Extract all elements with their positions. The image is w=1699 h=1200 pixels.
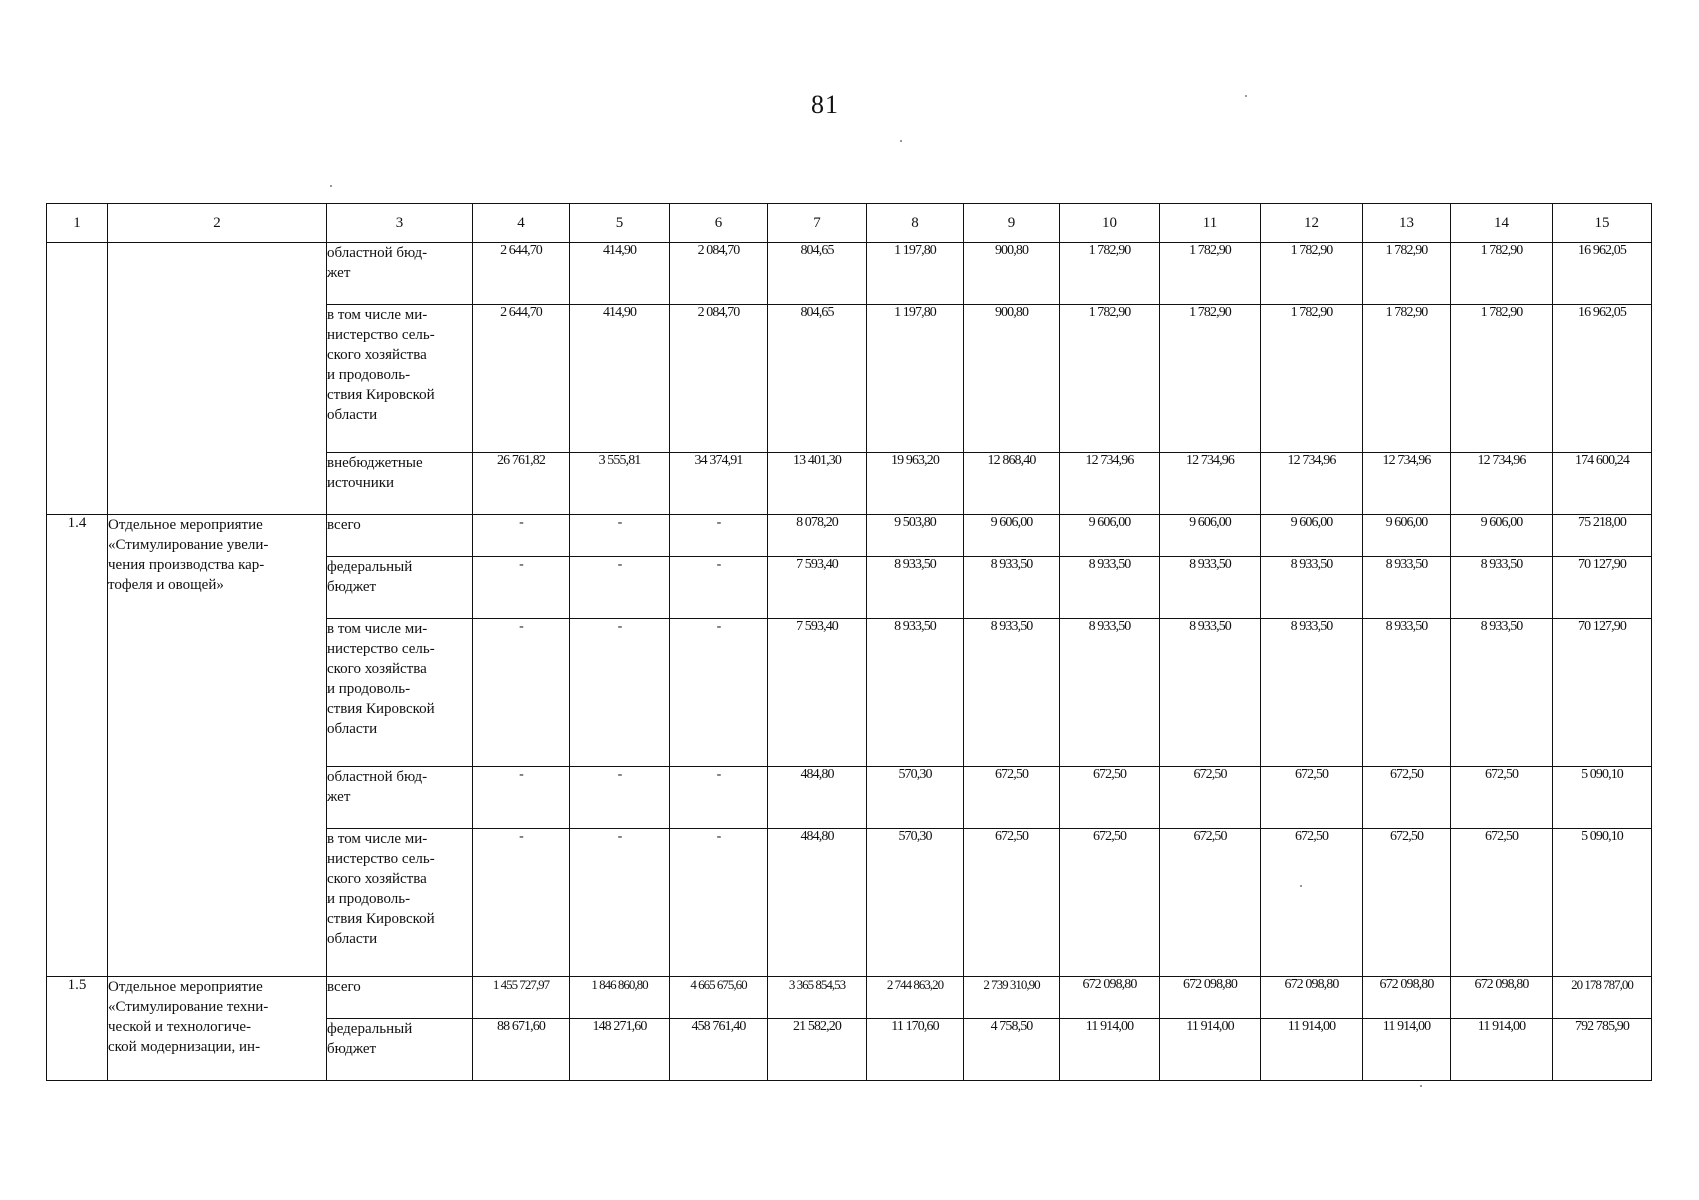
amount-cell-col-4: 2 644,70 [473,243,570,305]
amount-cell-col-7: 484,80 [768,767,867,829]
amount-cell-col-14: 1 782,90 [1451,243,1553,305]
column-header-4: 4 [473,204,570,243]
scan-speck [1245,95,1247,97]
funding-source: областной бюд- жет [327,767,473,829]
amount-cell-col-9: 2 739 310,90 [964,977,1060,1019]
column-header-5: 5 [570,204,670,243]
amount-cell-col-13: 1 782,90 [1363,243,1451,305]
funding-source: внебюджетные источники [327,453,473,515]
amount-cell-col-10: 12 734,96 [1060,453,1160,515]
amount-cell-col-5: 414,90 [570,243,670,305]
amount-cell-col-10: 672,50 [1060,767,1160,829]
amount-cell-col-10: 672,50 [1060,829,1160,977]
amount-cell-col-6: - [670,557,768,619]
amount-cell-col-5: 1 846 860,80 [570,977,670,1019]
amount-cell-col-9: 900,80 [964,305,1060,453]
amount-cell-col-9: 8 933,50 [964,619,1060,767]
amount-cell-col-5: 3 555,81 [570,453,670,515]
amount-cell-col-12: 1 782,90 [1261,305,1363,453]
column-header-15: 15 [1553,204,1652,243]
amount-cell-col-11: 8 933,50 [1160,557,1261,619]
amount-cell-col-9: 4 758,50 [964,1019,1060,1081]
amount-cell-col-4: - [473,767,570,829]
column-header-9: 9 [964,204,1060,243]
amount-cell-col-10: 11 914,00 [1060,1019,1160,1081]
amount-cell-col-8: 2 744 863,20 [867,977,964,1019]
amount-cell-col-6: 4 665 675,60 [670,977,768,1019]
table-row [47,515,1652,557]
amount-cell-col-13: 672,50 [1363,829,1451,977]
amount-cell-col-4: - [473,557,570,619]
amount-cell-col-4: 26 761,82 [473,453,570,515]
table-row [47,243,1652,305]
amount-cell-col-12: 1 782,90 [1261,243,1363,305]
column-header-7: 7 [768,204,867,243]
amount-cell-col-11: 672,50 [1160,829,1261,977]
amount-cell-col-8: 1 197,80 [867,243,964,305]
funding-source: всего [327,977,473,1019]
amount-cell-col-6: - [670,619,768,767]
column-header-12: 12 [1261,204,1363,243]
amount-cell-col-7: 804,65 [768,243,867,305]
scan-speck [1420,1085,1422,1087]
amount-cell-col-14: 672 098,80 [1451,977,1553,1019]
amount-cell-col-13: 11 914,00 [1363,1019,1451,1081]
amount-cell-col-11: 672,50 [1160,767,1261,829]
amount-cell-col-8: 570,30 [867,767,964,829]
amount-cell-col-11: 11 914,00 [1160,1019,1261,1081]
amount-cell-col-12: 12 734,96 [1261,453,1363,515]
column-header-13: 13 [1363,204,1451,243]
amount-cell-col-15: 792 785,90 [1553,1019,1652,1081]
amount-cell-col-12: 9 606,00 [1261,515,1363,557]
funding-source: в том числе ми- нистерство сель- ского хозяйства и продоволь- ствия Кировской области [327,619,473,767]
amount-cell-col-12: 11 914,00 [1261,1019,1363,1081]
amount-cell-col-10: 672 098,80 [1060,977,1160,1019]
scan-speck [1300,885,1302,887]
amount-cell-col-11: 8 933,50 [1160,619,1261,767]
amount-cell-col-6: - [670,515,768,557]
funding-source: федеральный бюджет [327,557,473,619]
amount-cell-col-7: 7 593,40 [768,619,867,767]
amount-cell-col-8: 570,30 [867,829,964,977]
amount-cell-col-6: 2 084,70 [670,305,768,453]
amount-cell-col-14: 9 606,00 [1451,515,1553,557]
amount-cell-col-12: 8 933,50 [1261,619,1363,767]
amount-cell-col-10: 8 933,50 [1060,619,1160,767]
amount-cell-col-13: 9 606,00 [1363,515,1451,557]
amount-cell-col-5: - [570,829,670,977]
funding-source: в том числе ми- нистерство сель- ского хозяйства и продоволь- ствия Кировской области [327,305,473,453]
amount-cell-col-4: - [473,619,570,767]
amount-cell-col-13: 672,50 [1363,767,1451,829]
amount-cell-col-9: 9 606,00 [964,515,1060,557]
amount-cell-col-8: 19 963,20 [867,453,964,515]
amount-cell-col-14: 672,50 [1451,829,1553,977]
amount-cell-col-4: - [473,515,570,557]
amount-cell-col-6: 34 374,91 [670,453,768,515]
amount-cell-col-11: 672 098,80 [1160,977,1261,1019]
amount-cell-col-10: 1 782,90 [1060,305,1160,453]
column-header-3: 3 [327,204,473,243]
column-header-11: 11 [1160,204,1261,243]
amount-cell-col-7: 7 593,40 [768,557,867,619]
column-header-2: 2 [108,204,327,243]
amount-cell-col-6: 458 761,40 [670,1019,768,1081]
amount-cell-col-14: 672,50 [1451,767,1553,829]
column-header-10: 10 [1060,204,1160,243]
measure-name: Отдельное мероприятие «Стимулирование техни- ческой и технологиче- ской модернизации, ин- [108,977,327,1081]
amount-cell-col-14: 1 782,90 [1451,305,1553,453]
amount-cell-col-5: - [570,767,670,829]
amount-cell-col-10: 9 606,00 [1060,515,1160,557]
amount-cell-col-11: 12 734,96 [1160,453,1261,515]
amount-cell-col-15: 75 218,00 [1553,515,1652,557]
amount-cell-col-7: 484,80 [768,829,867,977]
amount-cell-col-14: 12 734,96 [1451,453,1553,515]
amount-cell-col-11: 9 606,00 [1160,515,1261,557]
measure-name: Отдельное мероприятие «Стимулирование увели- чения производства кар- тофеля и овощей» [108,515,327,977]
amount-cell-col-12: 672,50 [1261,767,1363,829]
amount-cell-col-15: 70 127,90 [1553,619,1652,767]
amount-cell-col-10: 1 782,90 [1060,243,1160,305]
funding-source: федеральный бюджет [327,1019,473,1081]
amount-cell-col-13: 672 098,80 [1363,977,1451,1019]
amount-cell-col-15: 16 962,05 [1553,305,1652,453]
column-header-6: 6 [670,204,768,243]
funding-source: в том числе ми- нистерство сель- ского хозяйства и продоволь- ствия Кировской области [327,829,473,977]
page-number: 81 [811,90,839,119]
measure-index-text: 1.4 [67,515,87,531]
measure-index [47,977,108,1081]
amount-cell-col-13: 12 734,96 [1363,453,1451,515]
amount-cell-col-15: 70 127,90 [1553,557,1652,619]
amount-cell-col-15: 5 090,10 [1553,767,1652,829]
amount-cell-col-8: 1 197,80 [867,305,964,453]
amount-cell-col-7: 804,65 [768,305,867,453]
amount-cell-col-15: 174 600,24 [1553,453,1652,515]
amount-cell-col-5: 414,90 [570,305,670,453]
amount-cell-col-10: 8 933,50 [1060,557,1160,619]
amount-cell-col-9: 8 933,50 [964,557,1060,619]
amount-cell-col-15: 5 090,10 [1553,829,1652,977]
amount-cell-col-11: 1 782,90 [1160,243,1261,305]
amount-cell-col-9: 12 868,40 [964,453,1060,515]
amount-cell-col-4: 1 455 727,97 [473,977,570,1019]
funding-table [46,203,1652,1081]
amount-cell-col-12: 672,50 [1261,829,1363,977]
funding-source: областной бюд- жет [327,243,473,305]
column-header-8: 8 [867,204,964,243]
amount-cell-col-9: 672,50 [964,829,1060,977]
measure-index [47,515,108,977]
measure-name [108,243,327,515]
amount-cell-col-5: - [570,619,670,767]
amount-cell-col-14: 11 914,00 [1451,1019,1553,1081]
amount-cell-col-12: 672 098,80 [1261,977,1363,1019]
amount-cell-col-8: 9 503,80 [867,515,964,557]
funding-source: всего [327,515,473,557]
amount-cell-col-12: 8 933,50 [1261,557,1363,619]
amount-cell-col-9: 672,50 [964,767,1060,829]
amount-cell-col-8: 11 170,60 [867,1019,964,1081]
amount-cell-col-8: 8 933,50 [867,557,964,619]
column-header-1: 1 [47,204,108,243]
amount-cell-col-6: - [670,829,768,977]
amount-cell-col-6: 2 084,70 [670,243,768,305]
amount-cell-col-9: 900,80 [964,243,1060,305]
amount-cell-col-7: 13 401,30 [768,453,867,515]
amount-cell-col-13: 8 933,50 [1363,619,1451,767]
column-header-14: 14 [1451,204,1553,243]
measure-index [47,243,108,515]
amount-cell-col-8: 8 933,50 [867,619,964,767]
amount-cell-col-15: 16 962,05 [1553,243,1652,305]
amount-cell-col-5: 148 271,60 [570,1019,670,1081]
amount-cell-col-7: 3 365 854,53 [768,977,867,1019]
amount-cell-col-13: 1 782,90 [1363,305,1451,453]
scan-speck [330,185,332,187]
amount-cell-col-14: 8 933,50 [1451,557,1553,619]
scan-speck [900,140,902,142]
amount-cell-col-11: 1 782,90 [1160,305,1261,453]
amount-cell-col-5: - [570,515,670,557]
table-row [47,977,1652,1019]
amount-cell-col-5: - [570,557,670,619]
amount-cell-col-7: 21 582,20 [768,1019,867,1081]
amount-cell-col-4: 88 671,60 [473,1019,570,1081]
measure-index-text: 1.5 [67,977,87,993]
amount-cell-col-4: - [473,829,570,977]
column-number-row [47,204,1652,243]
amount-cell-col-15: 20 178 787,00 [1553,977,1652,1019]
amount-cell-col-13: 8 933,50 [1363,557,1451,619]
amount-cell-col-4: 2 644,70 [473,305,570,453]
amount-cell-col-6: - [670,767,768,829]
amount-cell-col-7: 8 078,20 [768,515,867,557]
amount-cell-col-14: 8 933,50 [1451,619,1553,767]
